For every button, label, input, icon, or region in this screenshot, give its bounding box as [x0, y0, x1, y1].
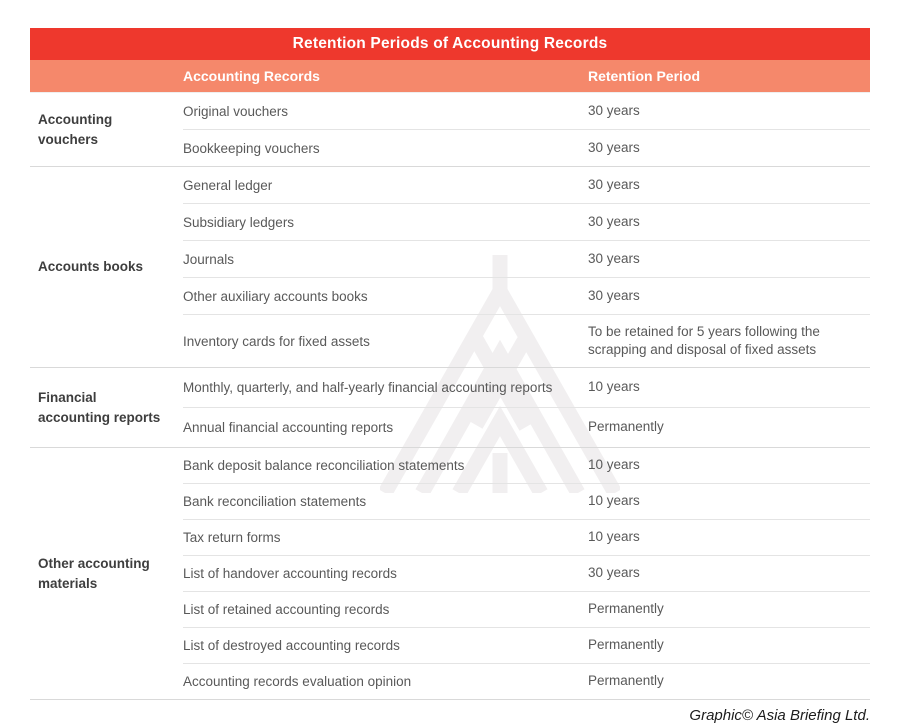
group-other-accounting-materials [30, 448, 870, 700]
retention-cell: 10 years [588, 379, 640, 395]
table-row [183, 130, 870, 166]
table-body [30, 92, 870, 700]
record-cell: Annual financial accounting reports [183, 420, 394, 435]
table-row [183, 556, 870, 592]
column-header-row [30, 60, 870, 92]
category-cell: Accounting vouchers [38, 111, 113, 147]
record-cell: List of retained accounting records [183, 602, 390, 617]
record-cell: Bank deposit balance reconciliation statements [183, 458, 465, 473]
table-row [183, 93, 870, 130]
retention-cell: Permanently [588, 673, 664, 689]
retention-cell: Permanently [588, 637, 664, 653]
retention-cell: Permanently [588, 419, 664, 435]
retention-cell: 30 years [588, 250, 640, 266]
table-row [183, 167, 870, 204]
table-row [183, 241, 870, 278]
record-cell: Subsidiary ledgers [183, 214, 295, 230]
record-cell: Monthly, quarterly, and half-yearly financial accounting reports [183, 380, 553, 395]
record-cell: Other auxiliary accounts books [183, 288, 368, 304]
credit-text: Graphic© Asia Briefing Ltd. [689, 707, 870, 724]
retention-cell: 30 years [588, 139, 640, 155]
category-cell: Other accounting materials [38, 555, 150, 591]
retention-cell: 30 years [588, 102, 640, 118]
retention-cell: 30 years [588, 287, 640, 303]
group-financial-accounting-reports [30, 368, 870, 448]
table-row [183, 484, 870, 520]
record-cell: Journals [183, 251, 235, 267]
table-row [183, 520, 870, 556]
retention-cell: Permanently [588, 601, 664, 617]
category-cell: Accounts books [38, 259, 144, 275]
retention-cell: To be retained for 5 years following the scrapping and disposal of fixed assets [588, 323, 820, 357]
record-cell: Accounting records evaluation opinion [183, 674, 412, 689]
retention-cell: 30 years [588, 565, 640, 581]
table-row [183, 664, 870, 699]
record-cell: Tax return forms [183, 530, 281, 545]
retention-table [30, 28, 870, 700]
category-cell: Financial accounting reports [38, 389, 161, 425]
table-row [183, 592, 870, 628]
record-cell: Bookkeeping vouchers [183, 140, 320, 156]
retention-cell: 10 years [588, 529, 640, 545]
record-cell: General ledger [183, 177, 273, 193]
record-cell: Inventory cards for fixed assets [183, 333, 370, 349]
group-accounting-vouchers [30, 93, 870, 167]
table-row [183, 368, 870, 408]
table-row [183, 628, 870, 664]
table-row [183, 278, 870, 315]
retention-cell: 30 years [588, 213, 640, 229]
table-title: Retention Periods of Accounting Records [30, 28, 870, 60]
table-row [183, 448, 870, 484]
retention-cell: 10 years [588, 493, 640, 509]
retention-cell: 30 years [588, 176, 640, 192]
record-cell: List of handover accounting records [183, 566, 397, 581]
column-header-retention: Retention Period [588, 68, 701, 84]
column-header-records: Accounting Records [183, 68, 320, 84]
retention-cell: 10 years [588, 457, 640, 473]
record-cell: Bank reconciliation statements [183, 494, 367, 509]
group-accounts-books [30, 167, 870, 368]
table-row [183, 408, 870, 447]
table-row [183, 315, 870, 367]
record-cell: Original vouchers [183, 103, 289, 119]
record-cell: List of destroyed accounting records [183, 638, 400, 653]
table-row [183, 204, 870, 241]
